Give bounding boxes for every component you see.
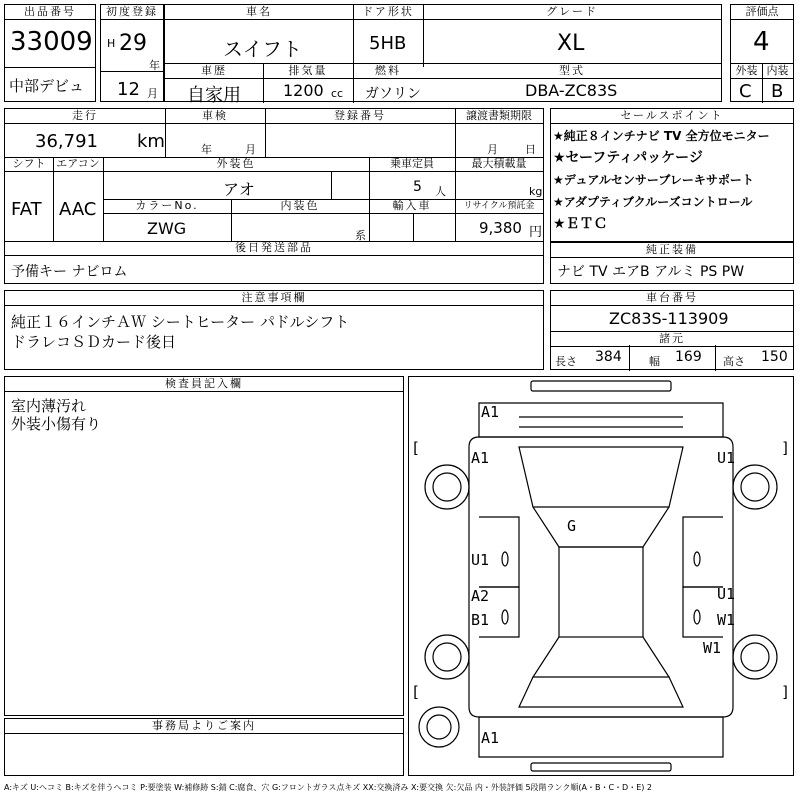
grade: XL: [557, 31, 585, 56]
lot-label: 出品番号: [5, 5, 95, 20]
score: 4: [753, 27, 770, 57]
mileage: 36,791: [35, 131, 98, 152]
shift-type: FAT: [11, 199, 42, 220]
door-label: ドア形状: [353, 5, 423, 20]
inspector-box: 検査員記入欄 室内薄汚れ 外装小傷有り: [4, 376, 404, 716]
sales-point-item: ★デュアルセンサーブレーキサポート: [553, 173, 754, 187]
first-registration: 初度登録 H 29 年 12 月: [100, 4, 164, 102]
damage-mark: A1: [481, 729, 500, 747]
inspector-line: 室内薄汚れ: [11, 397, 87, 415]
exterior-grade: C: [739, 81, 752, 102]
car-diagram: A1 A1 U1 G U1 U1 A2 B1 W1 W1 A1 [ ] [ ]: [408, 376, 794, 776]
fuel: ガソリン: [365, 86, 421, 102]
later-parts: 予備キー ナビロム: [11, 264, 128, 280]
height: 150: [761, 349, 788, 365]
first-reg-label: 初度登録: [101, 5, 163, 20]
lot-box: [4, 4, 96, 102]
ac-type: AAC: [59, 199, 97, 220]
sales-point-item: ★純正８インチナビ TV 全方位モニター: [553, 129, 770, 143]
main-spec-box: 車名 ドア形状 グレード スイフト 5HB XL 車歴 排気量 燃料 型式 自家用 1200 cc ガソリン DBA-ZC83S: [164, 4, 722, 102]
inspector-line: 外装小傷有り: [11, 415, 102, 433]
damage-mark: B1: [471, 611, 490, 629]
damage-mark: A1: [471, 449, 490, 467]
interior-grade: B: [771, 81, 784, 102]
equipment-list: ナビ TV エアB アルミ PS PW: [557, 264, 745, 280]
standard-equipment: 純正装備 ナビ TV エアB アルミ PS PW: [550, 242, 794, 284]
car-history: 自家用: [187, 85, 241, 106]
damage-mark: G: [567, 517, 577, 535]
seating-capacity: 5: [413, 179, 422, 195]
recycle-fee: 9,380: [479, 219, 522, 237]
body-color: アオ: [223, 180, 255, 199]
door-type: 5HB: [369, 33, 407, 54]
damage-mark: A1: [481, 403, 500, 421]
legend: A:キズ U:ヘコミ B:キズを伴うヘコミ P:要塗装 W:補修跡 S:錆 C:腐食、穴 G:フロントガラス点キズ XX:交換済み X:要交換 欠:欠品 内・外装評価 5段階ランク順(A・B・C・D・E) 2: [4, 783, 653, 792]
score-box: 評価点 4 外装 内装 C B: [730, 4, 794, 102]
damage-mark: U1: [717, 449, 736, 467]
length: 384: [595, 349, 622, 365]
sales-point-item: ★ＥＴＣ: [553, 216, 608, 232]
notes-line: ドラレコＳＤカード後日: [11, 333, 177, 351]
car-outline-diagram: [409, 377, 793, 775]
color-number: ZWG: [147, 219, 187, 238]
reg-month: 12: [117, 79, 140, 100]
damage-mark: U1: [717, 585, 736, 603]
model-code: DBA-ZC83S: [525, 81, 618, 100]
lot-number: 33009: [10, 27, 93, 57]
car-name-label: 車名: [165, 5, 353, 20]
grade-label: グレード: [423, 5, 721, 20]
office-box: 事務局よりご案内: [4, 718, 404, 776]
debut-label: 中部デビュ: [9, 77, 85, 95]
notes-box: 注意事項欄 純正１６インチＡＷ シートヒーター パドルシフト ドラレコＳＤカード後日: [4, 290, 544, 370]
damage-mark: A2: [471, 587, 490, 605]
reg-year: 29: [119, 31, 147, 56]
car-name: スイフト: [223, 37, 302, 61]
chassis-number: ZC83S-113909: [609, 309, 729, 328]
damage-mark: W1: [703, 639, 722, 657]
notes-line: 純正１６インチＡＷ シートヒーター パドルシフト: [11, 313, 350, 331]
sales-points: セールスポイント ★純正８インチナビ TV 全方位モニター ★セーフティパッケージ ★デュアルセンサーブレーキサポート ★アダプティブクルーズコントロール ★ＥＴＣ: [550, 108, 794, 242]
damage-mark: U1: [471, 551, 490, 569]
width: 169: [675, 349, 702, 365]
sales-point-item: ★アダプティブクルーズコントロール: [553, 195, 753, 209]
chassis-box: 車台番号 ZC83S-113909 諸元 長さ 384 幅 169 高さ 150: [550, 290, 794, 370]
damage-mark: W1: [717, 611, 736, 629]
vehicle-details: 走行 車検 登録番号 譲渡書類期限 36,791 km 年 月 月 日 シフト エアコン 外装色 乗車定員 最大積載量 FAT AAC アオ 5 人 kg カラーNo. 内装色 輸入車 リサイクル預託金 ZWG 系 9,380 円 後日発送部品 予備キー ナビロム: [4, 108, 544, 284]
sales-point-item: ★セーフティパッケージ: [553, 150, 703, 166]
displacement: 1200: [283, 81, 324, 100]
